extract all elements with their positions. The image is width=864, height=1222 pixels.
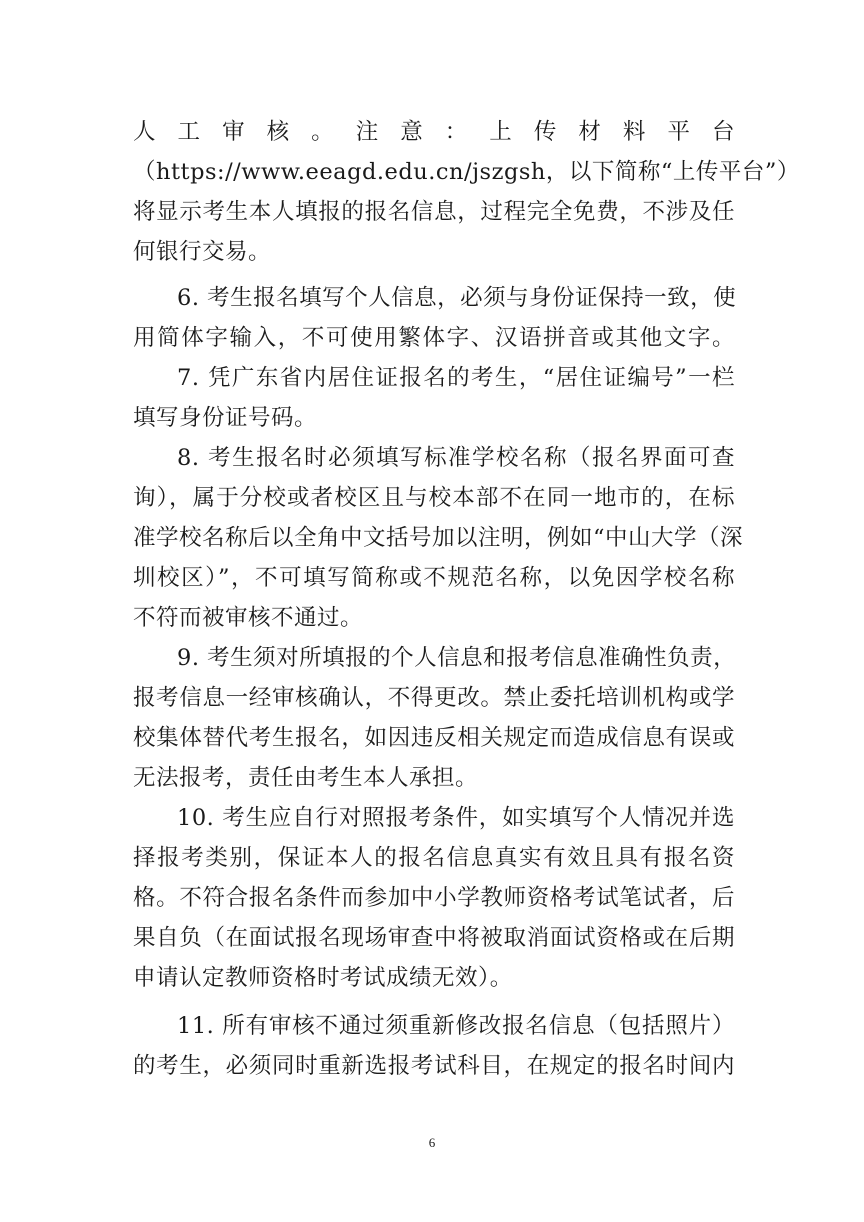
text-line: 申请认定教师资格时考试成绩无效）。 (133, 965, 513, 991)
text-line: 询），属于分校或者校区且与校本部不在同一地市的，在标 (133, 485, 735, 511)
text-line: 校集体替代考生报名，如因违反相关规定而造成信息有误或 (133, 725, 735, 751)
text-line: 圳校区）”，不可填写简称或不规范名称，以免因学校名称 (133, 565, 735, 591)
text-line: 不符而被审核不通过。 (133, 605, 364, 631)
text-line: （https://www.eeagd.edu.cn/jszgsh，以下简称“上传平台”） (133, 159, 800, 185)
text-line: 报考信息一经审核确认，不得更改。禁止委托培训机构或学 (133, 685, 735, 711)
text-line: 11. 所有审核不通过须重新修改报名信息（包括照片） (177, 1013, 735, 1039)
text-line: 9. 考生须对所填报的个人信息和报考信息准确性负责， (177, 645, 737, 671)
text-line: 择报考类别，保证本人的报名信息真实有效且具有报名资 (133, 845, 735, 871)
text-line: 6. 考生报名填写个人信息，必须与身份证保持一致，使 (177, 285, 737, 311)
text-line: 人 工 审 核 。 注 意 ： 上 传 材 料 平 台 (133, 119, 735, 145)
text-line: 无法报考，责任由考生本人承担。 (133, 765, 479, 791)
text-line: 用简体字输入，不可使用繁体字、汉语拼音或其他文字。 (133, 325, 735, 351)
text-line: 何银行交易。 (133, 239, 272, 265)
page-number: 6 (428, 1135, 436, 1150)
text-line: 的考生，必须同时重新选报考试科目，在规定的报名时间内 (133, 1053, 735, 1079)
text-line: 7. 凭广东省内居住证报名的考生，“居住证编号”一栏 (177, 365, 735, 391)
text-line: 10. 考生应自行对照报考条件，如实填写个人情况并选 (177, 805, 735, 831)
text-line: 8. 考生报名时必须填写标准学校名称（报名界面可查 (177, 445, 735, 471)
text-line: 格。不符合报名条件而参加中小学教师资格考试笔试者，后 (133, 885, 735, 911)
text-line: 准学校名称后以全角中文括号加以注明，例如“中山大学（深 (133, 525, 744, 551)
text-line: 果自负（在面试报名现场审查中将被取消面试资格或在后期 (133, 925, 735, 951)
text-line: 填写身份证号码。 (133, 405, 318, 431)
text-line: 将显示考生本人填报的报名信息，过程完全免费，不涉及任 (133, 199, 735, 225)
